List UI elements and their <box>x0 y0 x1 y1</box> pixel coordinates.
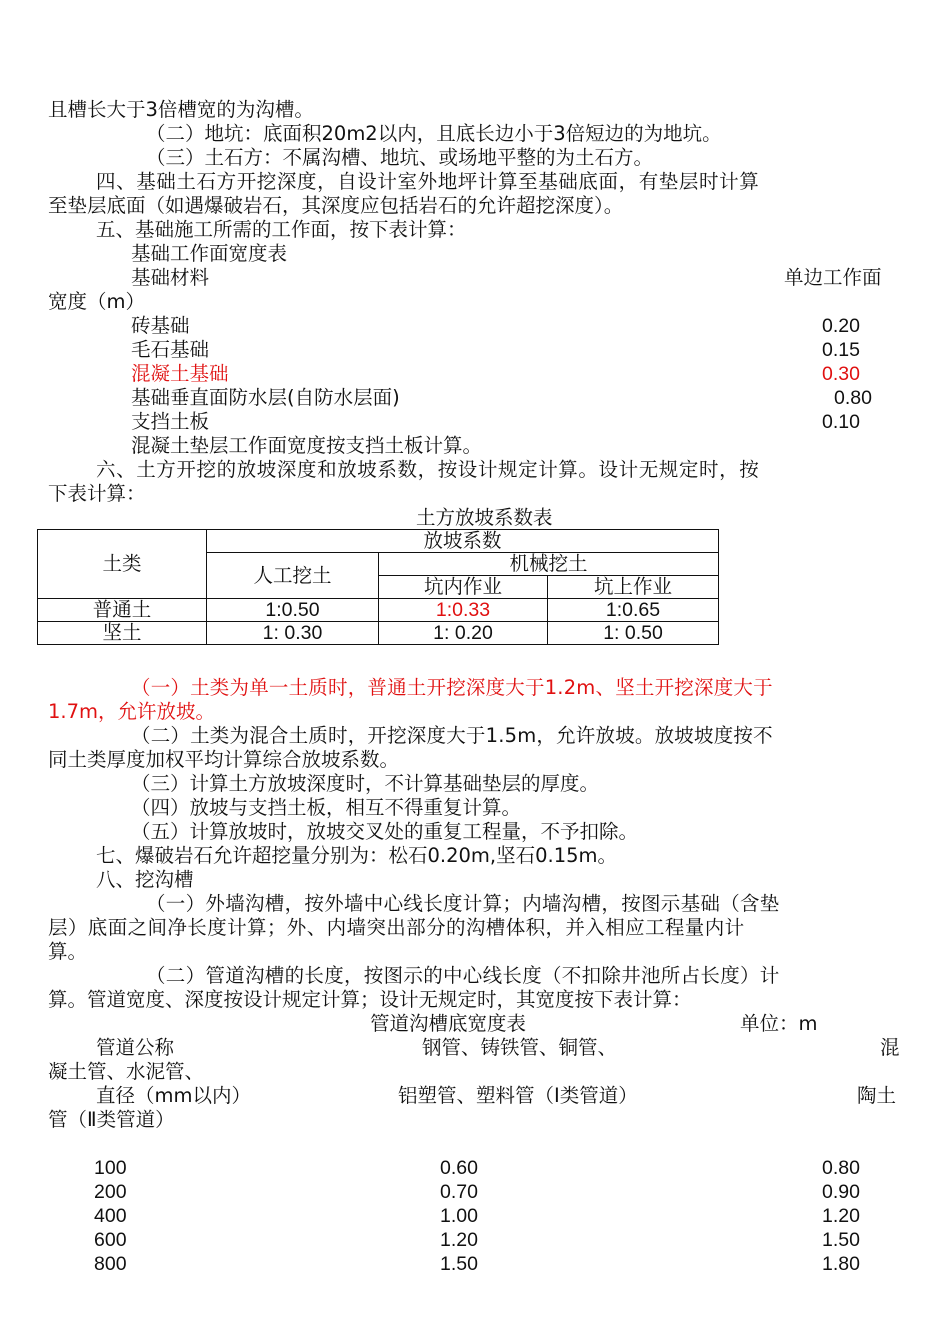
width-class2-cell: 1.20 <box>822 1205 860 1227</box>
width-class2-cell: 1.50 <box>822 1229 860 1251</box>
text-line: 五、基础施工所需的工作面，按下表计算： <box>96 218 467 241</box>
on-pit-cell: 1: 0.50 <box>548 622 719 645</box>
width-class1-cell: 1.00 <box>440 1205 478 1227</box>
note-line: （二）土类为混合土质时，开挖深度大于1.5m，允许放坡。放坡坡度按不 <box>131 724 773 747</box>
table-row <box>38 599 719 622</box>
width-class1-cell: 0.70 <box>440 1181 478 1203</box>
column-header: 管道公称 <box>96 1036 175 1059</box>
table-title: 管道沟槽底宽度表 <box>370 1012 527 1035</box>
header-in-pit: 坑内作业 <box>379 576 548 599</box>
header-machine: 机械挖土 <box>379 553 719 576</box>
note-line: （四）放坡与支挡土板，相互不得重复计算。 <box>131 796 522 819</box>
text-line: 四、基础土石方开挖深度，自设计室外地坪计算至基础底面，有垫层时计算 <box>96 170 760 193</box>
text-line: （一）外墙沟槽，按外墙中心线长度计算；内墙沟槽，按图示基础（含垫 <box>146 892 780 915</box>
material-name: 混凝土基础 <box>131 362 229 385</box>
column-header: 凝土管、水泥管、 <box>48 1060 205 1083</box>
text-line: （三）土石方：不属沟槽、地坑、或场地平整的为土石方。 <box>146 146 654 169</box>
table-title: 基础工作面宽度表 <box>131 242 288 265</box>
column-header: 宽度（m） <box>48 290 145 313</box>
diameter-cell: 600 <box>94 1229 127 1251</box>
material-name: 支挡土板 <box>131 410 210 433</box>
table-row <box>38 622 719 645</box>
manual-cell: 1: 0.30 <box>207 622 379 645</box>
width-class1-cell: 1.50 <box>440 1253 478 1275</box>
column-header: 铝塑管、塑料管（Ⅰ类管道） <box>398 1084 638 1107</box>
in-pit-cell: 1: 0.20 <box>379 622 548 645</box>
text-line: 算。管道宽度、深度按设计规定计算；设计无规定时，其宽度按下表计算： <box>48 988 692 1011</box>
in-pit-cell: 1:0.33 <box>379 599 548 622</box>
on-pit-cell: 1:0.65 <box>548 599 719 622</box>
width-class2-cell: 0.80 <box>822 1157 860 1179</box>
note-line: 同土类厚度加权平均计算综合放坡系数。 <box>48 748 400 771</box>
note-line: （三）计算土方放坡深度时，不计算基础垫层的厚度。 <box>131 772 600 795</box>
text-line: 下表计算： <box>48 482 146 505</box>
slope-table <box>37 529 719 645</box>
text-line: 六、土方开挖的放坡深度和放坡系数，按设计规定计算。设计无规定时，按 <box>96 458 760 481</box>
text-line: （二）地坑：底面积20m2以内，且底长边小于3倍短边的为地坑。 <box>146 122 722 145</box>
soil-cell: 坚土 <box>38 622 207 645</box>
manual-cell: 1:0.50 <box>207 599 379 622</box>
unit-label: 单位：m <box>740 1012 818 1035</box>
column-header: 管（Ⅱ类管道） <box>48 1108 175 1131</box>
column-header: 钢管、铸铁管、铜管、 <box>422 1036 618 1059</box>
column-header: 基础材料 <box>131 266 210 289</box>
diameter-cell: 800 <box>94 1253 127 1275</box>
soil-cell: 普通土 <box>38 599 207 622</box>
table-title: 土方放坡系数表 <box>416 506 553 529</box>
text-line: 至垫层底面（如遇爆破岩石，其深度应包括岩石的允许超挖深度）。 <box>48 194 624 217</box>
material-value: 0.15 <box>822 339 860 361</box>
column-header: 直径（mm以内） <box>96 1084 251 1107</box>
note-line: （五）计算放坡时，放坡交叉处的重复工程量，不予扣除。 <box>131 820 639 843</box>
column-header: 陶土 <box>857 1084 897 1107</box>
text-line: 且槽长大于3倍槽宽的为沟槽。 <box>48 98 314 121</box>
note-line: （一）土类为单一土质时，普通土开挖深度大于1.2m、坚土开挖深度大于 <box>131 676 773 699</box>
column-header: 混 <box>880 1036 900 1059</box>
text-line: 八、挖沟槽 <box>96 868 194 891</box>
width-class1-cell: 0.60 <box>440 1157 478 1179</box>
diameter-cell: 100 <box>94 1157 127 1179</box>
header-soil: 土类 <box>38 530 207 599</box>
material-value: 0.10 <box>822 411 860 433</box>
column-header: 单边工作面 <box>784 266 882 289</box>
text-line: 算。 <box>48 940 88 963</box>
material-name: 毛石基础 <box>131 338 210 361</box>
header-manual: 人工挖土 <box>207 553 379 599</box>
material-value: 0.30 <box>822 363 860 385</box>
material-name: 基础垂直面防水层(自防水层面) <box>131 386 400 409</box>
material-value: 0.20 <box>822 315 860 337</box>
width-class1-cell: 1.20 <box>440 1229 478 1251</box>
width-class2-cell: 1.80 <box>822 1253 860 1275</box>
table-note: 混凝土垫层工作面宽度按支挡土板计算。 <box>131 434 483 457</box>
header-on-pit: 坑上作业 <box>548 576 719 599</box>
width-class2-cell: 0.90 <box>822 1181 860 1203</box>
text-line: （二）管道沟槽的长度，按图示的中心线长度（不扣除井池所占长度）计 <box>146 964 780 987</box>
diameter-cell: 200 <box>94 1181 127 1203</box>
diameter-cell: 400 <box>94 1205 127 1227</box>
note-line: 1.7m，允许放坡。 <box>48 700 216 723</box>
header-coefficient: 放坡系数 <box>207 530 719 553</box>
material-name: 砖基础 <box>131 314 190 337</box>
text-line: 层）底面之间净长度计算；外、内墙突出部分的沟槽体积，并入相应工程量内计 <box>48 916 745 939</box>
text-line: 七、爆破岩石允许超挖量分别为：松石0.20m,坚石0.15m。 <box>96 844 618 867</box>
material-value: 0.80 <box>834 387 872 409</box>
